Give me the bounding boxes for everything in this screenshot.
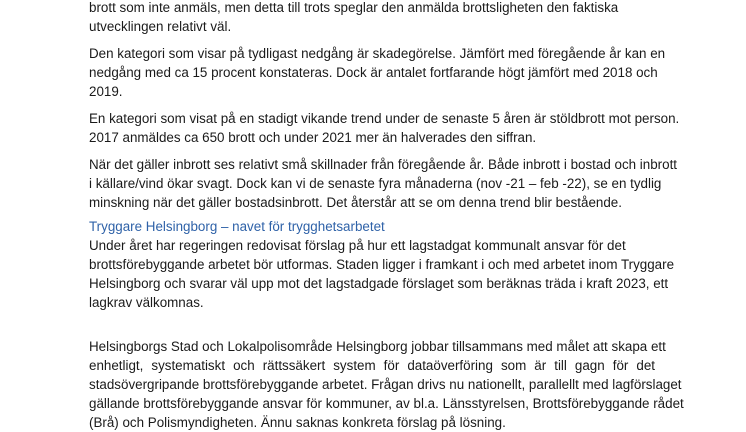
paragraph-vandalism	[89, 44, 669, 101]
text-line: minskning när det gäller bostadsinbrott. Det återstår att se om denna trend blir bestående.	[89, 195, 622, 210]
document-page	[89, 0, 684, 432]
text-line: Den kategori som visar på tydligast nedgång är skadegörelse. Jämfört med föregående år kan en	[89, 46, 666, 61]
text-line: Helsingborgs Stad och Lokalpolisområde Helsingborg jobbar tillsammans med målet att skapa ett	[89, 339, 666, 354]
text-line: i källare/vind ökar svagt. Dock kan vi de senaste fyra månaderna (nov -21 – feb -22), se en tydlig	[89, 176, 662, 191]
text-line: enhetligt, systematiskt och rättssäkert system för dataöverföring som är till gagn för det	[89, 358, 655, 373]
paragraph-reporting-trends	[89, 0, 669, 36]
paragraph-data-transfer	[89, 337, 684, 432]
text-line: När det gäller inbrott ses relativt små skillnader från föregående år. Både inbrott i bostad och inbrott	[89, 157, 678, 172]
text-line: utvecklingen relativt väl.	[89, 19, 232, 34]
text-line: 2019.	[89, 84, 123, 99]
paragraph-legislation	[89, 236, 675, 312]
text-line: nedgång med ca 15 procent konstateras. Dock är antalet fortfarande högt jämfört med 2018 och	[89, 65, 658, 80]
text-line: brottsförebyggande arbetet bör utformas. Staden ligger i framkant i och med arbetet inom Tryggare	[89, 257, 675, 272]
text-line: gällande brottsförebyggande ansvar för kommuner, av bl.a. Länsstyrelsen, Brottsförebyggande rådet	[89, 396, 684, 411]
text-line: brott som inte anmäls, men detta till trots speglar den anmälda brottsligheten den faktiska	[89, 0, 619, 15]
text-line: (Brå) och Polismyndigheten. Ännu saknas konkreta förslag på lösning.	[89, 415, 506, 430]
paragraph-theft	[89, 109, 680, 147]
text-line: En kategori som visat på en stadigt vikande trend under de senaste 5 åren är stöldbrott mot person.	[89, 111, 680, 126]
text-line: lagkrav välkomnas.	[89, 295, 204, 310]
section-heading: Tryggare Helsingborg – navet för trygghetsarbetet	[89, 219, 385, 234]
text-line: Under året har regeringen redovisat förslag på hur ett lagstadgat kommunalt ansvar för det	[89, 238, 626, 253]
paragraph-burglary	[89, 155, 678, 212]
text-line: 2017 anmäldes ca 650 brott och under 2021 mer än halverades den siffran.	[89, 130, 537, 145]
text-line: Helsingborg och svarar väl upp mot det lagstadgade förslaget som beräknas träda i kraft 2023, ett	[89, 276, 669, 291]
text-line: stadsövergripande brottsförebyggande arbetet. Frågan drivs nu nationellt, parallellt med lagförslaget	[89, 377, 682, 392]
